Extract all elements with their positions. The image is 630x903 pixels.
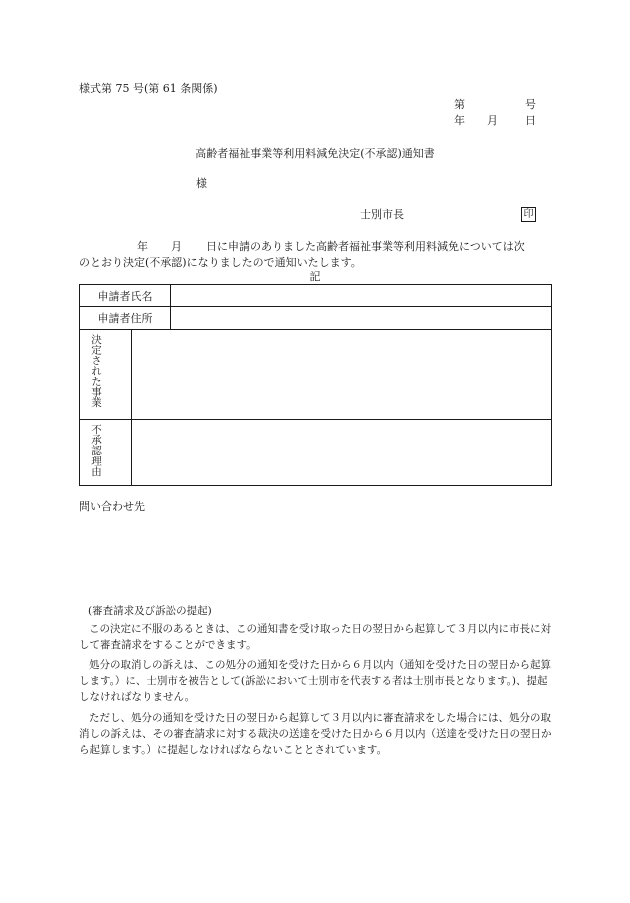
inquiry-label: 問い合わせ先	[79, 500, 145, 513]
review-paragraph-text: ただし、処分の通知を受けた日の翌日から起算して３月以内に審査請求をした場合には、処分の取消しの訴えは、その審査請求に対する裁決の送達を受けた日から６月以内（送達を受けた日の翌日から起算します。）に提起しなければならないこととされています。	[79, 712, 552, 756]
review-paragraph-1	[79, 621, 552, 653]
review-paragraph-3	[79, 710, 552, 758]
rejection-reason-label-cell	[80, 420, 132, 486]
issuer-name: 士別市長	[360, 208, 404, 221]
intro-year: 年	[137, 240, 148, 253]
intro-line-2: のとおり決定(不承認)になりましたので通知いたします。	[79, 256, 362, 269]
applicant-name-label: 申請者氏名	[80, 285, 171, 307]
date-day: 日	[525, 114, 536, 127]
intro-rest: 日に申請のありました高齢者福祉事業等利用料減免については次	[206, 240, 525, 253]
decided-service-label-cell	[80, 330, 132, 420]
applicant-address-cell[interactable]	[171, 307, 552, 330]
table-row	[80, 285, 552, 307]
review-heading: (審査請求及び訴訟の提起)	[88, 605, 212, 617]
rejection-reason-cell[interactable]	[132, 420, 552, 486]
document-title: 高齢者福祉事業等利用料減免決定(不承認)通知書	[195, 147, 435, 160]
decided-service-cell[interactable]	[132, 330, 552, 420]
review-paragraph-text: 処分の取消しの訴えは、この処分の通知を受けた日から６月以内（通知を受けた日の翌日から起算します。）に、士別市を被告として(訴訟において士別市を代表する者は士別市長となります。)、提起しなければなりません。	[79, 659, 551, 703]
table-row	[80, 307, 552, 330]
table-row	[80, 420, 552, 486]
review-paragraph-text: この決定に不服のあるときは、この通知書を受け取った日の翌日から起算して３月以内に市長に対して審査請求をすることができます。	[79, 623, 551, 651]
review-paragraph-2	[79, 657, 552, 705]
applicant-name-cell[interactable]	[171, 285, 552, 307]
table-row	[80, 330, 552, 420]
date-month: 月	[487, 114, 498, 127]
form-number: 様式第 75 号(第 61 条関係)	[79, 82, 218, 95]
ki-heading: 記	[309, 270, 321, 283]
number-prefix: 第	[454, 98, 465, 111]
applicant-info-table	[79, 284, 552, 486]
decided-service-label: 決定された事業	[90, 334, 102, 408]
rejection-reason-label: 不承認理由	[90, 424, 102, 477]
seal-mark: 印	[521, 207, 536, 222]
applicant-address-label: 申請者住所	[80, 307, 171, 330]
intro-month: 月	[171, 240, 182, 253]
addressee-suffix: 様	[196, 177, 207, 190]
number-suffix: 号	[525, 98, 536, 111]
date-year: 年	[454, 114, 465, 127]
